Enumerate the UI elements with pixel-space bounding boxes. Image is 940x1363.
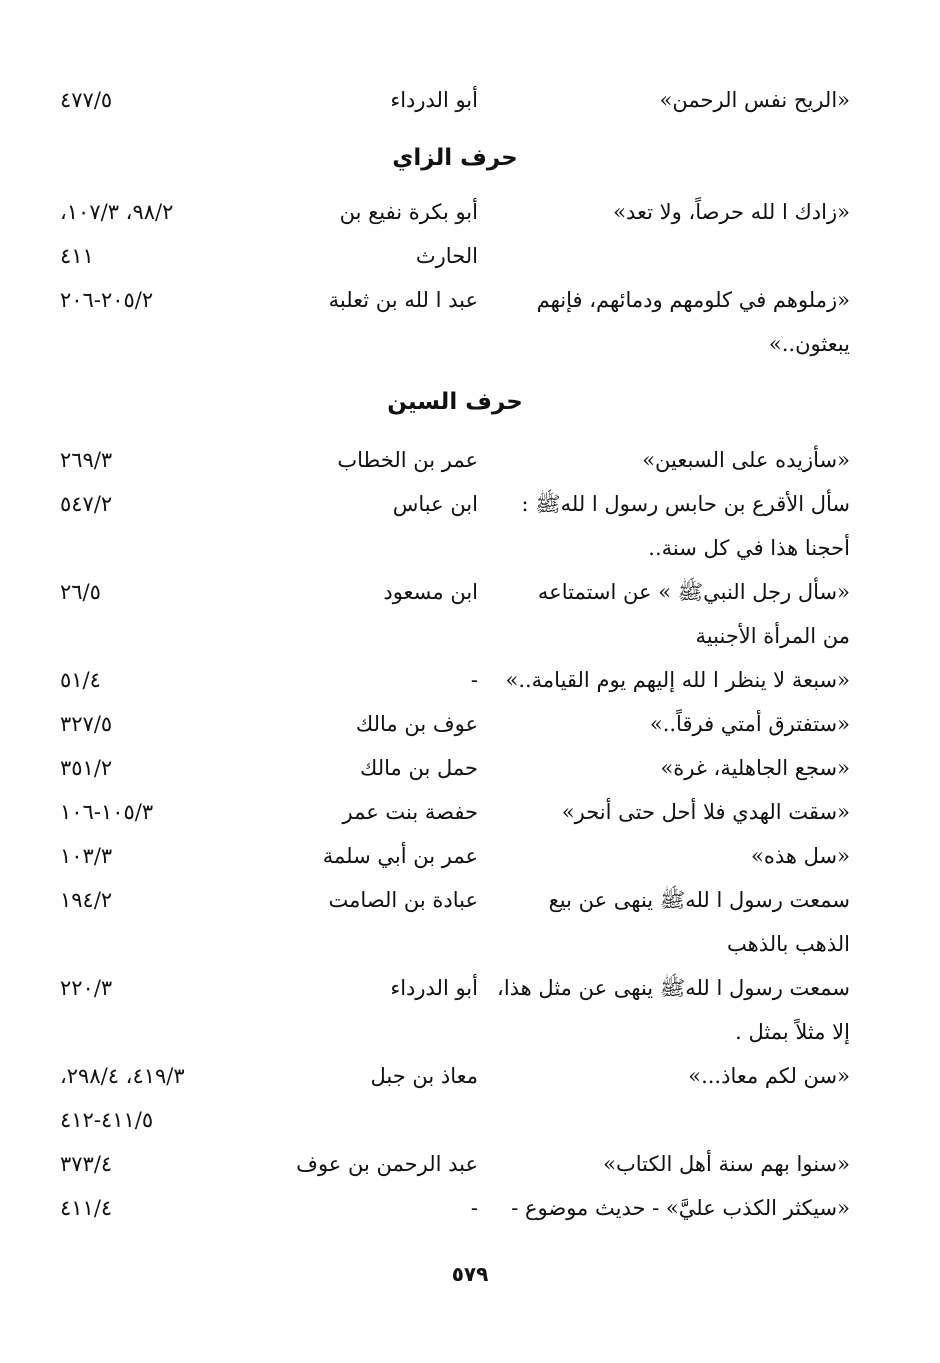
- hadith-text: سمعت رسول ا للهﷺ ينهى عن بيع: [548, 888, 850, 912]
- narrator-name: أبو الدرداء: [390, 976, 478, 1000]
- hadith-text: «سقت الهدي فلا أحل حتى أنحر»: [561, 800, 850, 824]
- table-row-continuation: [60, 1098, 850, 1142]
- narrator-name-continuation: الحارث: [415, 244, 478, 268]
- section-heading-sin: حرف السين: [387, 389, 523, 415]
- narrator-name: ابن عباس: [392, 492, 478, 516]
- volume-page-ref: ٣٥١/٢: [60, 756, 113, 780]
- table-row-continuation: [60, 234, 850, 278]
- hadith-text: سمعت رسول ا للهﷺ ينهى عن مثل هذا،: [497, 976, 850, 1000]
- volume-page-ref: ٢٢٠/٣: [60, 976, 113, 1000]
- volume-page-ref: ١٩٤/٢: [60, 888, 113, 912]
- index-page: [60, 78, 850, 1230]
- volume-page-ref: ٩٨/٢، ١٠٧/٣،: [60, 200, 174, 224]
- hadith-text-continuation: الذهب بالذهب: [727, 932, 850, 956]
- volume-page-ref: ٤١١/٤: [60, 1196, 113, 1220]
- table-row: [60, 78, 850, 122]
- volume-page-ref: ١٠٣/٣: [60, 844, 113, 868]
- hadith-text: «سبعة لا ينظر ا لله إليهم يوم القيامة..»: [505, 668, 850, 692]
- table-row: [60, 878, 850, 922]
- hadith-text: «سن لكم معاذ...»: [688, 1064, 850, 1088]
- narrator-name: حمل بن مالك: [360, 756, 478, 780]
- hadith-text-continuation: أحجنا هذا في كل سنة..: [648, 536, 850, 560]
- page-number: ٥٧٩: [451, 1262, 489, 1286]
- volume-page-ref: ٥٤٧/٢: [60, 492, 113, 516]
- volume-page-ref: ٣٢٧/٥: [60, 712, 113, 736]
- table-row: [60, 702, 850, 746]
- narrator-name: أبو بكرة نفيع بن: [339, 200, 478, 224]
- volume-page-ref: ٢٦٩/٣: [60, 448, 113, 472]
- narrator-name: -: [470, 668, 478, 692]
- hadith-text: «زملوهم في كلومهم ودمائهم، فإنهم: [536, 288, 850, 312]
- table-row: [60, 1186, 850, 1230]
- volume-page-ref: ٢٠٥/٢-٢٠٦: [60, 288, 154, 312]
- volume-page-ref-continuation: ٤١١/٥-٤١٢: [60, 1108, 154, 1132]
- narrator-name: عبادة بن الصامت: [328, 888, 478, 912]
- volume-page-ref: ٤١٩/٣، ٢٩٨/٤،: [60, 1064, 185, 1088]
- table-row: [60, 1142, 850, 1186]
- hadith-text: «الريح نفس الرحمن»: [659, 88, 850, 112]
- table-row: [60, 278, 850, 322]
- table-row: [60, 1054, 850, 1098]
- narrator-name: عبد الرحمن بن عوف: [296, 1152, 478, 1176]
- narrator-name: -: [470, 1196, 478, 1220]
- hadith-text: «سأزيده على السبعين»: [642, 448, 850, 472]
- hadith-text-continuation: يبعثون..»: [768, 332, 850, 356]
- table-row: [60, 834, 850, 878]
- hadith-text: «ستفترق أمتي فرقاً..»: [649, 712, 850, 736]
- hadith-text-continuation: إلا مثلاً بمثل .: [735, 1020, 850, 1044]
- narrator-name: عمر بن أبي سلمة: [322, 844, 478, 868]
- volume-page-ref: ٤٧٧/٥: [60, 88, 113, 112]
- hadith-text: سأل الأقرع بن حابس رسول ا للهﷺ :: [521, 492, 850, 516]
- hadith-text-continuation: من المرأة الأجنبية: [695, 624, 850, 648]
- hadith-text: «سجع الجاهلية، غرة»: [660, 756, 850, 780]
- volume-page-ref-continuation: ٤١١: [60, 244, 94, 268]
- narrator-name: ابن مسعود: [383, 580, 478, 604]
- hadith-text: «سأل رجل النبيﷺ » عن استمتاعه: [537, 580, 850, 604]
- table-row-continuation: [60, 526, 850, 570]
- table-row: [60, 658, 850, 702]
- hadith-text: «سل هذه»: [751, 844, 850, 868]
- hadith-text: «سيكثر الكذب عليَّ» - حديث موضوع -: [511, 1196, 850, 1220]
- narrator-name: حفصة بنت عمر: [342, 800, 478, 824]
- narrator-name: عمر بن الخطاب: [337, 448, 478, 472]
- table-row: [60, 966, 850, 1010]
- table-row: [60, 570, 850, 614]
- hadith-text: «سنوا بهم سنة أهل الكتاب»: [603, 1152, 850, 1176]
- table-row: [60, 438, 850, 482]
- narrator-name: عبد ا لله بن ثعلبة: [328, 288, 478, 312]
- table-row: [60, 790, 850, 834]
- section-heading-zay: حرف الزاي: [392, 145, 518, 171]
- table-row: [60, 190, 850, 234]
- volume-page-ref: ٢٦/٥: [60, 580, 101, 604]
- narrator-name: معاذ بن جبل: [370, 1064, 478, 1088]
- table-row-continuation: [60, 922, 850, 966]
- table-row: [60, 746, 850, 790]
- hadith-text: «زادك ا لله حرصاً، ولا تعد»: [613, 200, 850, 224]
- table-row-continuation: [60, 322, 850, 366]
- volume-page-ref: ٥١/٤: [60, 668, 101, 692]
- table-row: [60, 482, 850, 526]
- volume-page-ref: ٣٧٣/٤: [60, 1152, 113, 1176]
- table-row-continuation: [60, 1010, 850, 1054]
- table-row-continuation: [60, 614, 850, 658]
- narrator-name: عوف بن مالك: [355, 712, 478, 736]
- volume-page-ref: ١٠٥/٣-١٠٦: [60, 800, 154, 824]
- narrator-name: أبو الدرداء: [390, 88, 478, 112]
